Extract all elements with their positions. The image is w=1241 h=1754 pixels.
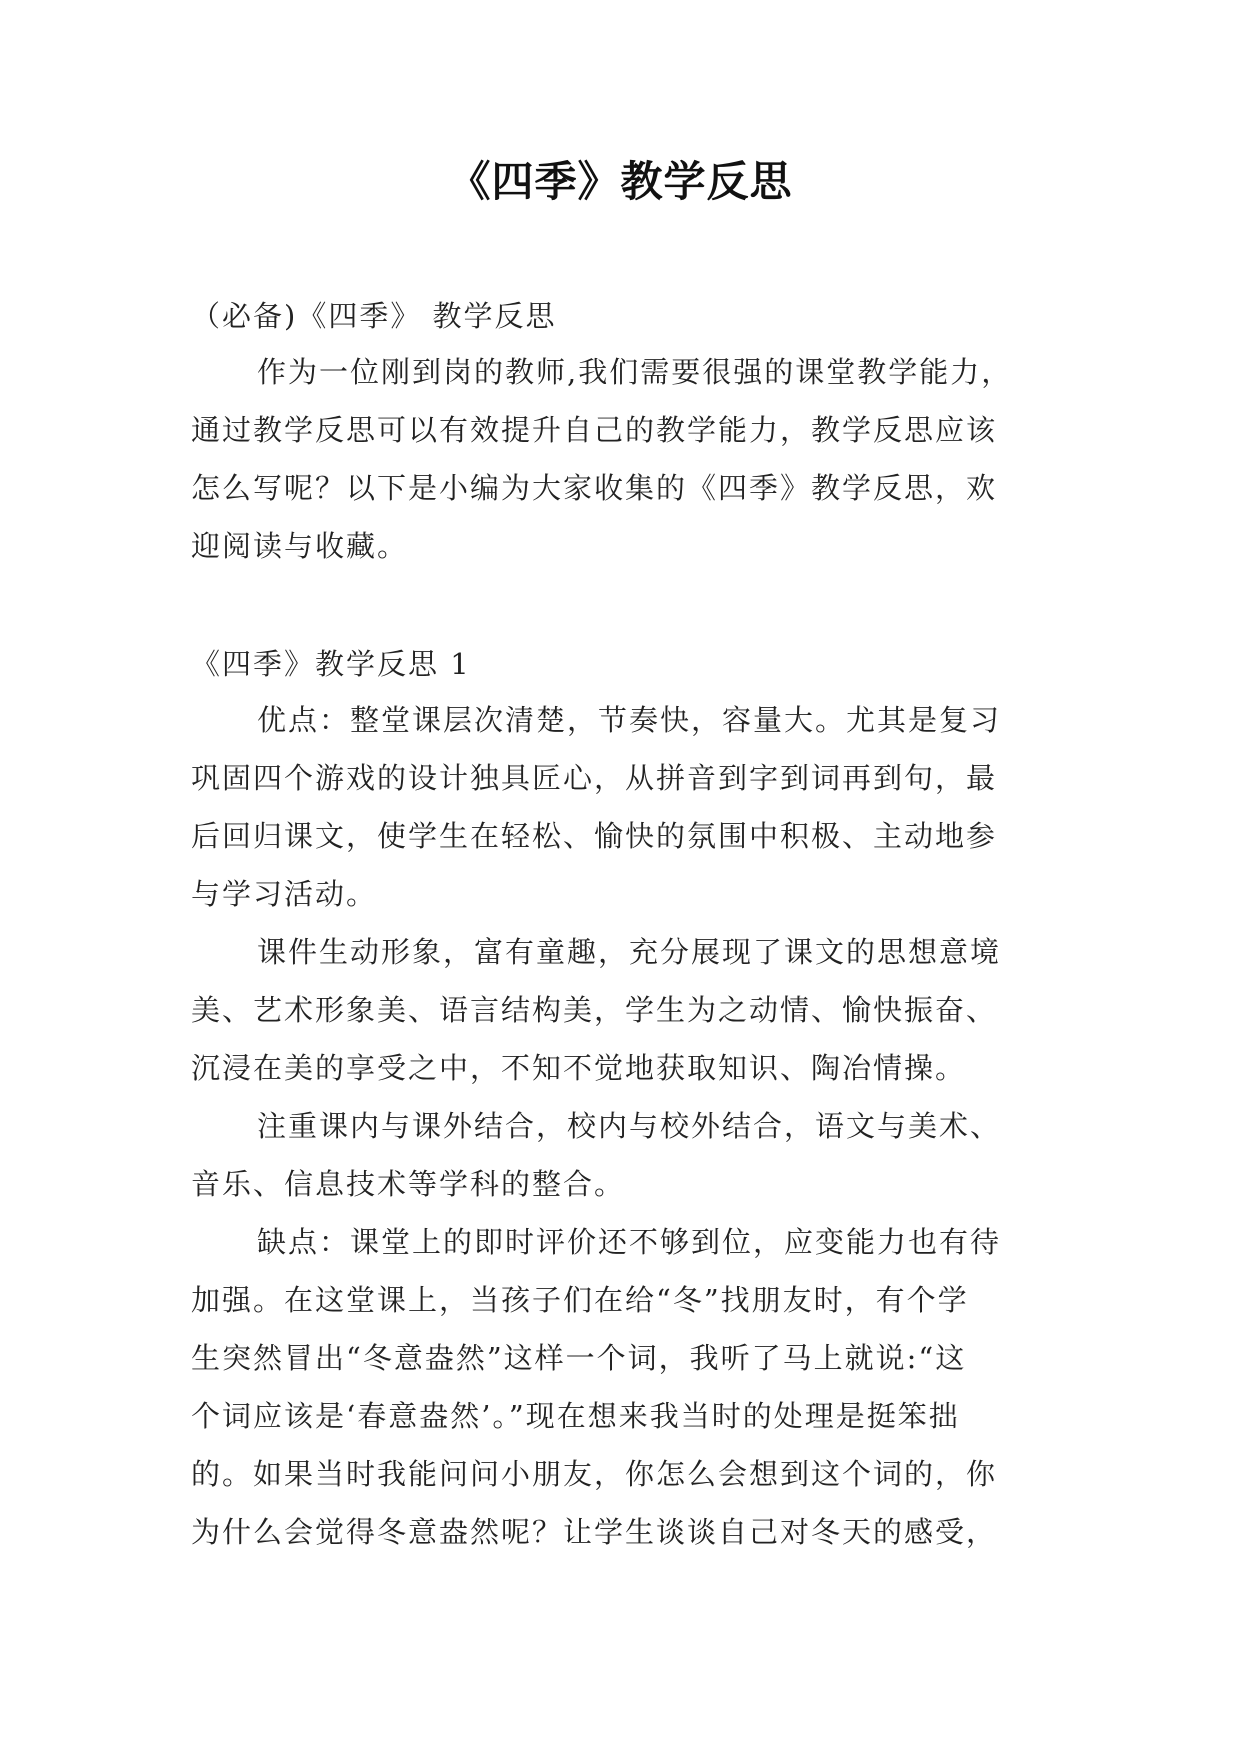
paragraph-line: 迎阅读与收藏。	[191, 529, 409, 563]
paragraph-line: 通过教学反思可以有效提升自己的教学能力，教学反思应该	[191, 413, 998, 447]
lead-line	[191, 287, 1051, 345]
document-title: 《四季》教学反思	[448, 157, 793, 206]
paragraph-line: 生突然冒出“冬意盎然”这样一个词，我听了马上就说:“这	[191, 1341, 967, 1375]
paragraph-line: 美、艺术形象美、语言结构美，学生为之动情、愉快振奋、	[191, 993, 998, 1027]
intro-paragraph	[191, 343, 1051, 575]
paragraph-line: 音乐、信息技术等学科的整合。	[191, 1167, 626, 1201]
paragraph-line: 巩固四个游戏的设计独具匠心，从拼音到字到词再到句，最	[191, 761, 998, 795]
section-heading-block	[191, 635, 1051, 693]
paragraph-line: 加强。在这堂课上，当孩子们在给“冬”找朋友时，有个学	[191, 1283, 969, 1317]
paragraph-line: 后回归课文，使学生在轻松、愉快的氛围中积极、主动地参	[191, 819, 998, 853]
paragraph-line: 注重课内与课外结合，校内与校外结合，语文与美术、	[257, 1109, 1002, 1143]
paragraph-line: 为什么会觉得冬意盎然呢？让学生谈谈自己对冬天的感受，	[191, 1515, 998, 1549]
section-heading: 《四季》教学反思 1	[191, 647, 471, 681]
paragraph-line: 作为一位刚到岗的教师,我们需要很强的课堂教学能力，	[257, 355, 1013, 389]
paragraph-line: 个词应该是‘春意盎然’。”现在想来我当时的处理是挺笨拙	[191, 1399, 960, 1433]
paragraph-line: 优点：整堂课层次清楚，节奏快，容量大。尤其是复习	[257, 703, 1002, 737]
paragraph-line: 沉浸在美的享受之中，不知不觉地获取知识、陶冶情操。	[191, 1051, 967, 1085]
paragraph-line: 与学习活动。	[191, 877, 378, 911]
section-content	[191, 691, 1051, 1561]
paragraph-line: 缺点：课堂上的即时评价还不够到位，应变能力也有待	[257, 1225, 1002, 1259]
paragraph-line: 课件生动形象，富有童趣，充分展现了课文的思想意境	[257, 935, 1002, 969]
paragraph-line: 的。如果当时我能问问小朋友，你怎么会想到这个词的，你	[191, 1457, 998, 1491]
paragraph-line: 怎么写呢？以下是小编为大家收集的《四季》教学反思，欢	[191, 471, 998, 505]
lead-text: （必备)《四季》 教学反思	[191, 299, 557, 333]
